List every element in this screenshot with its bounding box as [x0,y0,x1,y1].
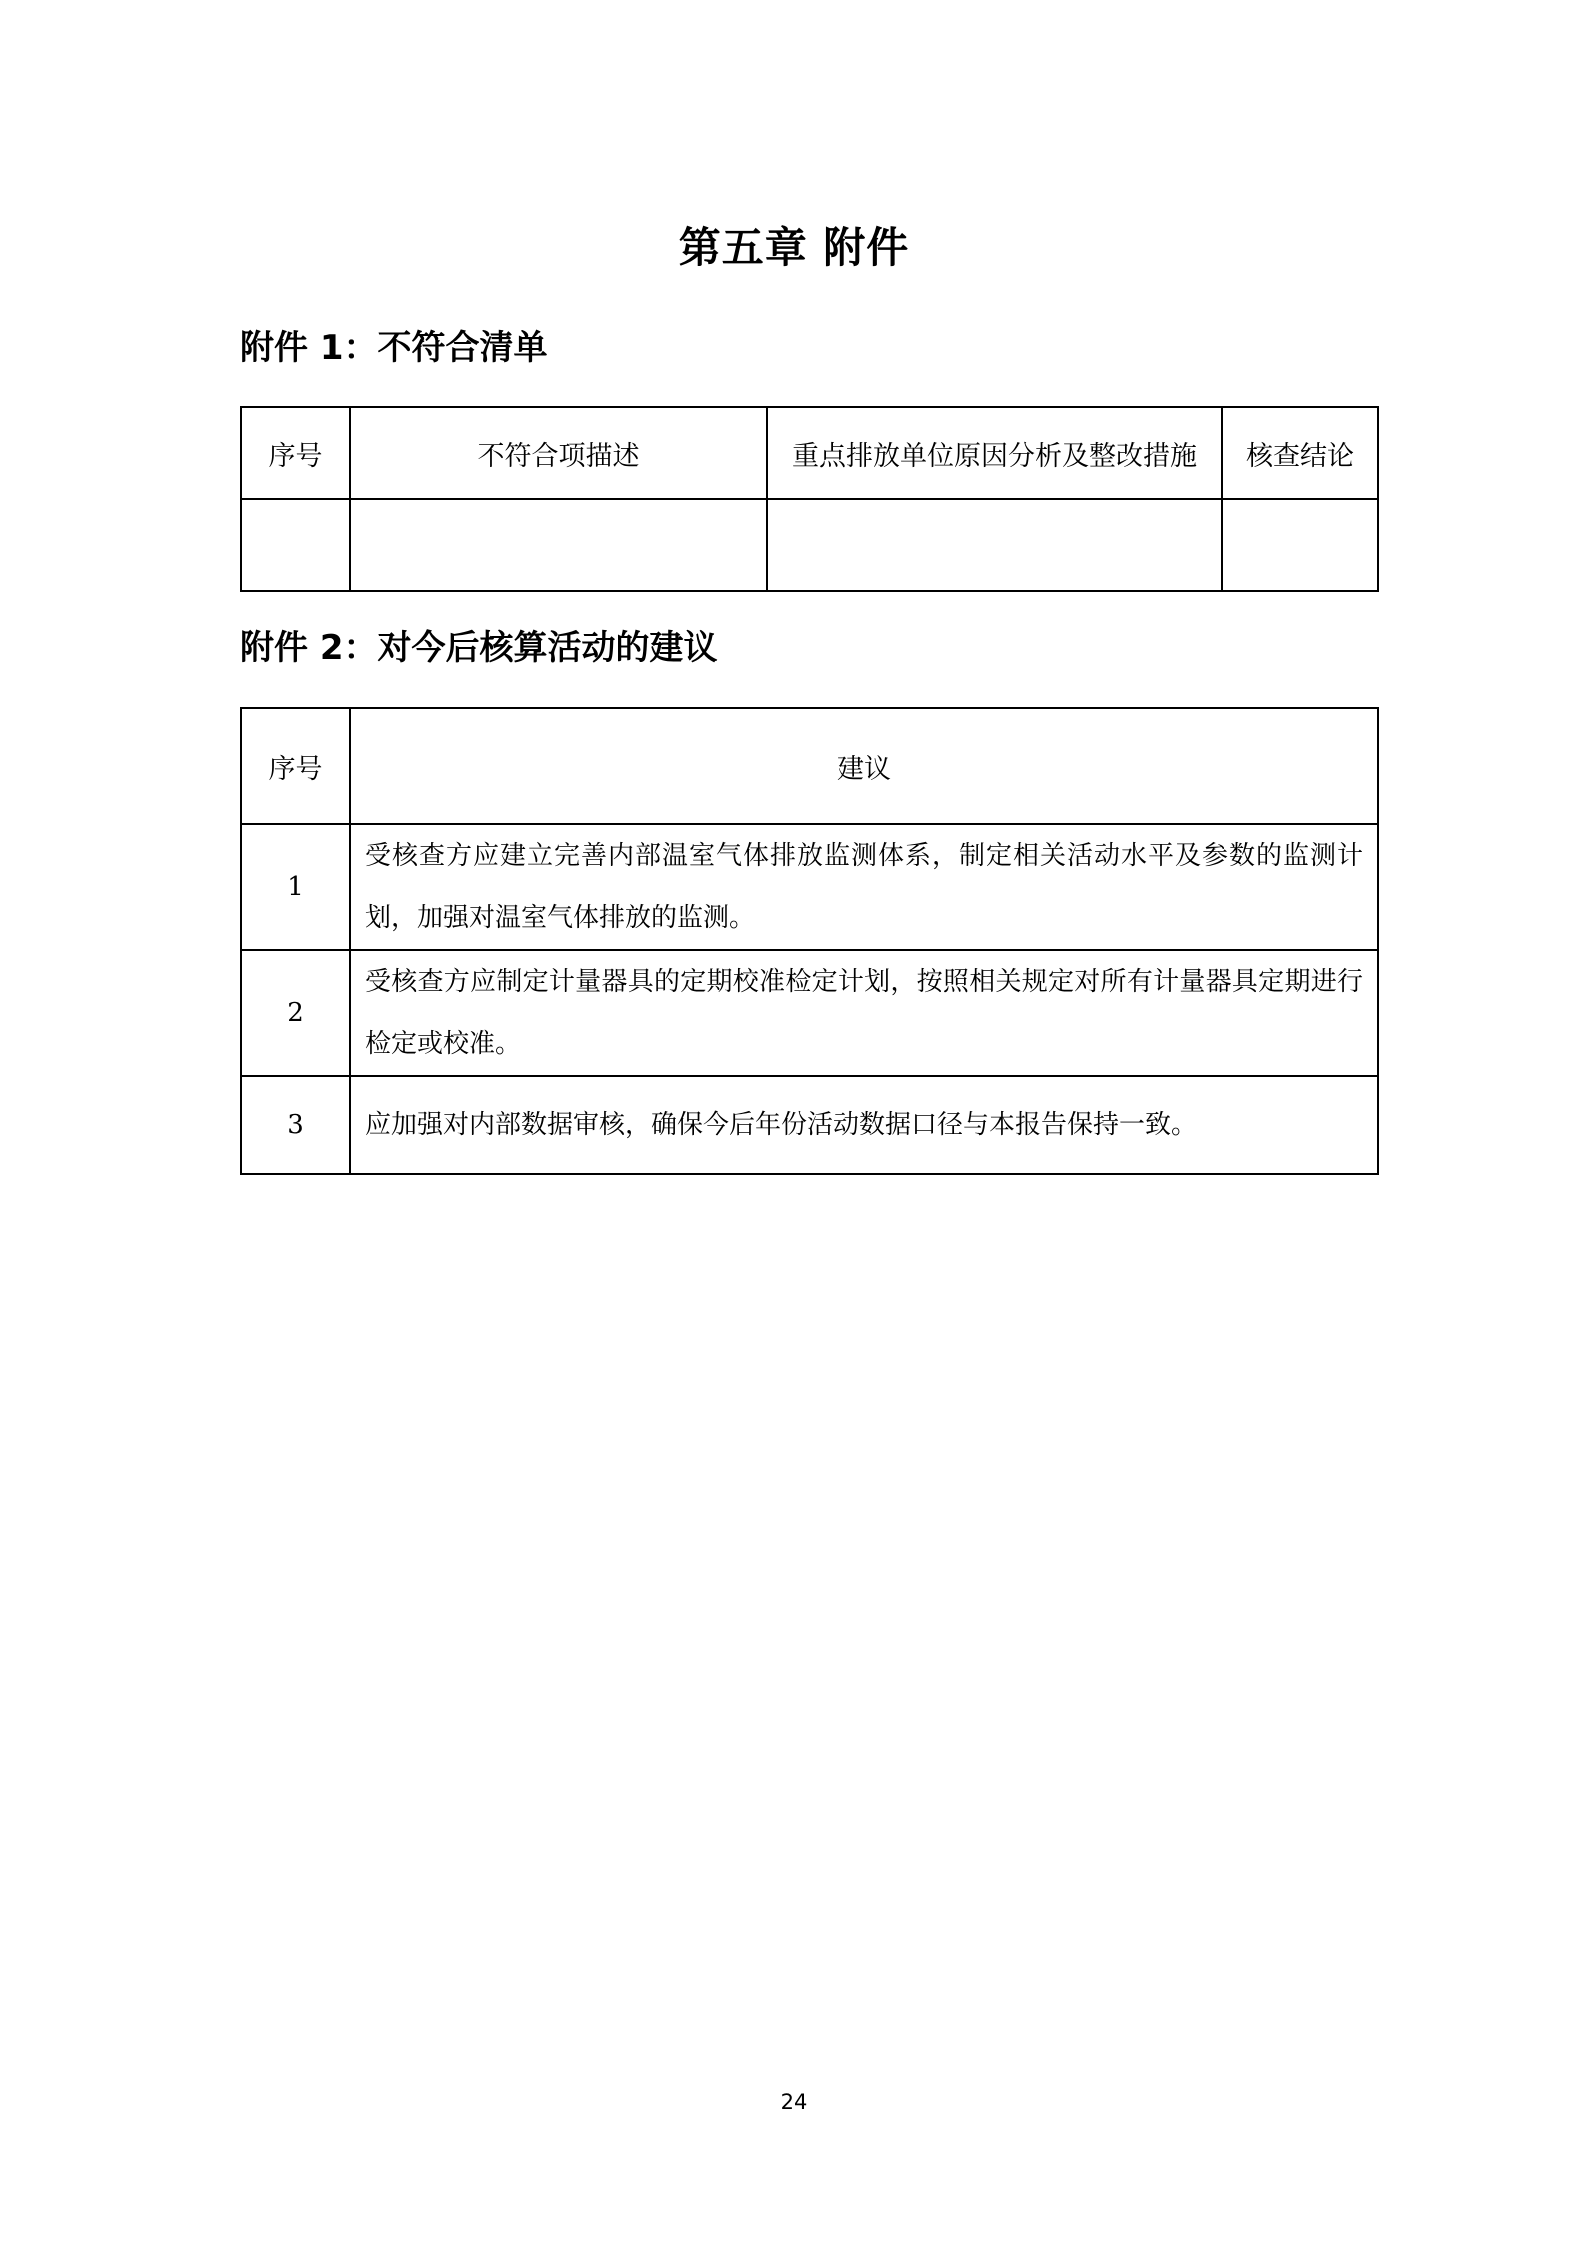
attachment2-title: 附件 2：对今后核算活动的建议 [240,628,718,668]
header-description: 不符合项描述 [350,407,767,499]
table-row [241,499,1378,591]
page-number: 24 [780,2090,808,2114]
nonconformity-table [240,406,1379,592]
row-number: 2 [241,950,350,1076]
table-header-row [241,708,1378,824]
table-cell [241,499,350,591]
table-header-row [241,407,1378,499]
row-number: 3 [241,1076,350,1174]
header-index: 序号 [241,708,350,824]
table-row [241,824,1378,950]
suggestion-text: 受核查方应制定计量器具的定期校准检定计划，按照相关规定对所有计量器具定期进行检定或校准。 [350,950,1378,1076]
table-cell [350,499,767,591]
suggestions-table [240,707,1379,1175]
header-suggestion: 建议 [350,708,1378,824]
header-index: 序号 [241,407,350,499]
attachment1-title: 附件 1：不符合清单 [240,328,548,368]
table-cell [767,499,1222,591]
header-analysis: 重点排放单位原因分析及整改措施 [767,407,1222,499]
table-cell [1222,499,1378,591]
chapter-title: 第五章 附件 [678,223,910,272]
table-row [241,950,1378,1076]
header-conclusion: 核查结论 [1222,407,1378,499]
row-number: 1 [241,824,350,950]
suggestion-text: 受核查方应建立完善内部温室气体排放监测体系，制定相关活动水平及参数的监测计划，加强对温室气体排放的监测。 [350,824,1378,950]
table-row [241,1076,1378,1174]
suggestion-text: 应加强对内部数据审核，确保今后年份活动数据口径与本报告保持一致。 [350,1076,1378,1174]
